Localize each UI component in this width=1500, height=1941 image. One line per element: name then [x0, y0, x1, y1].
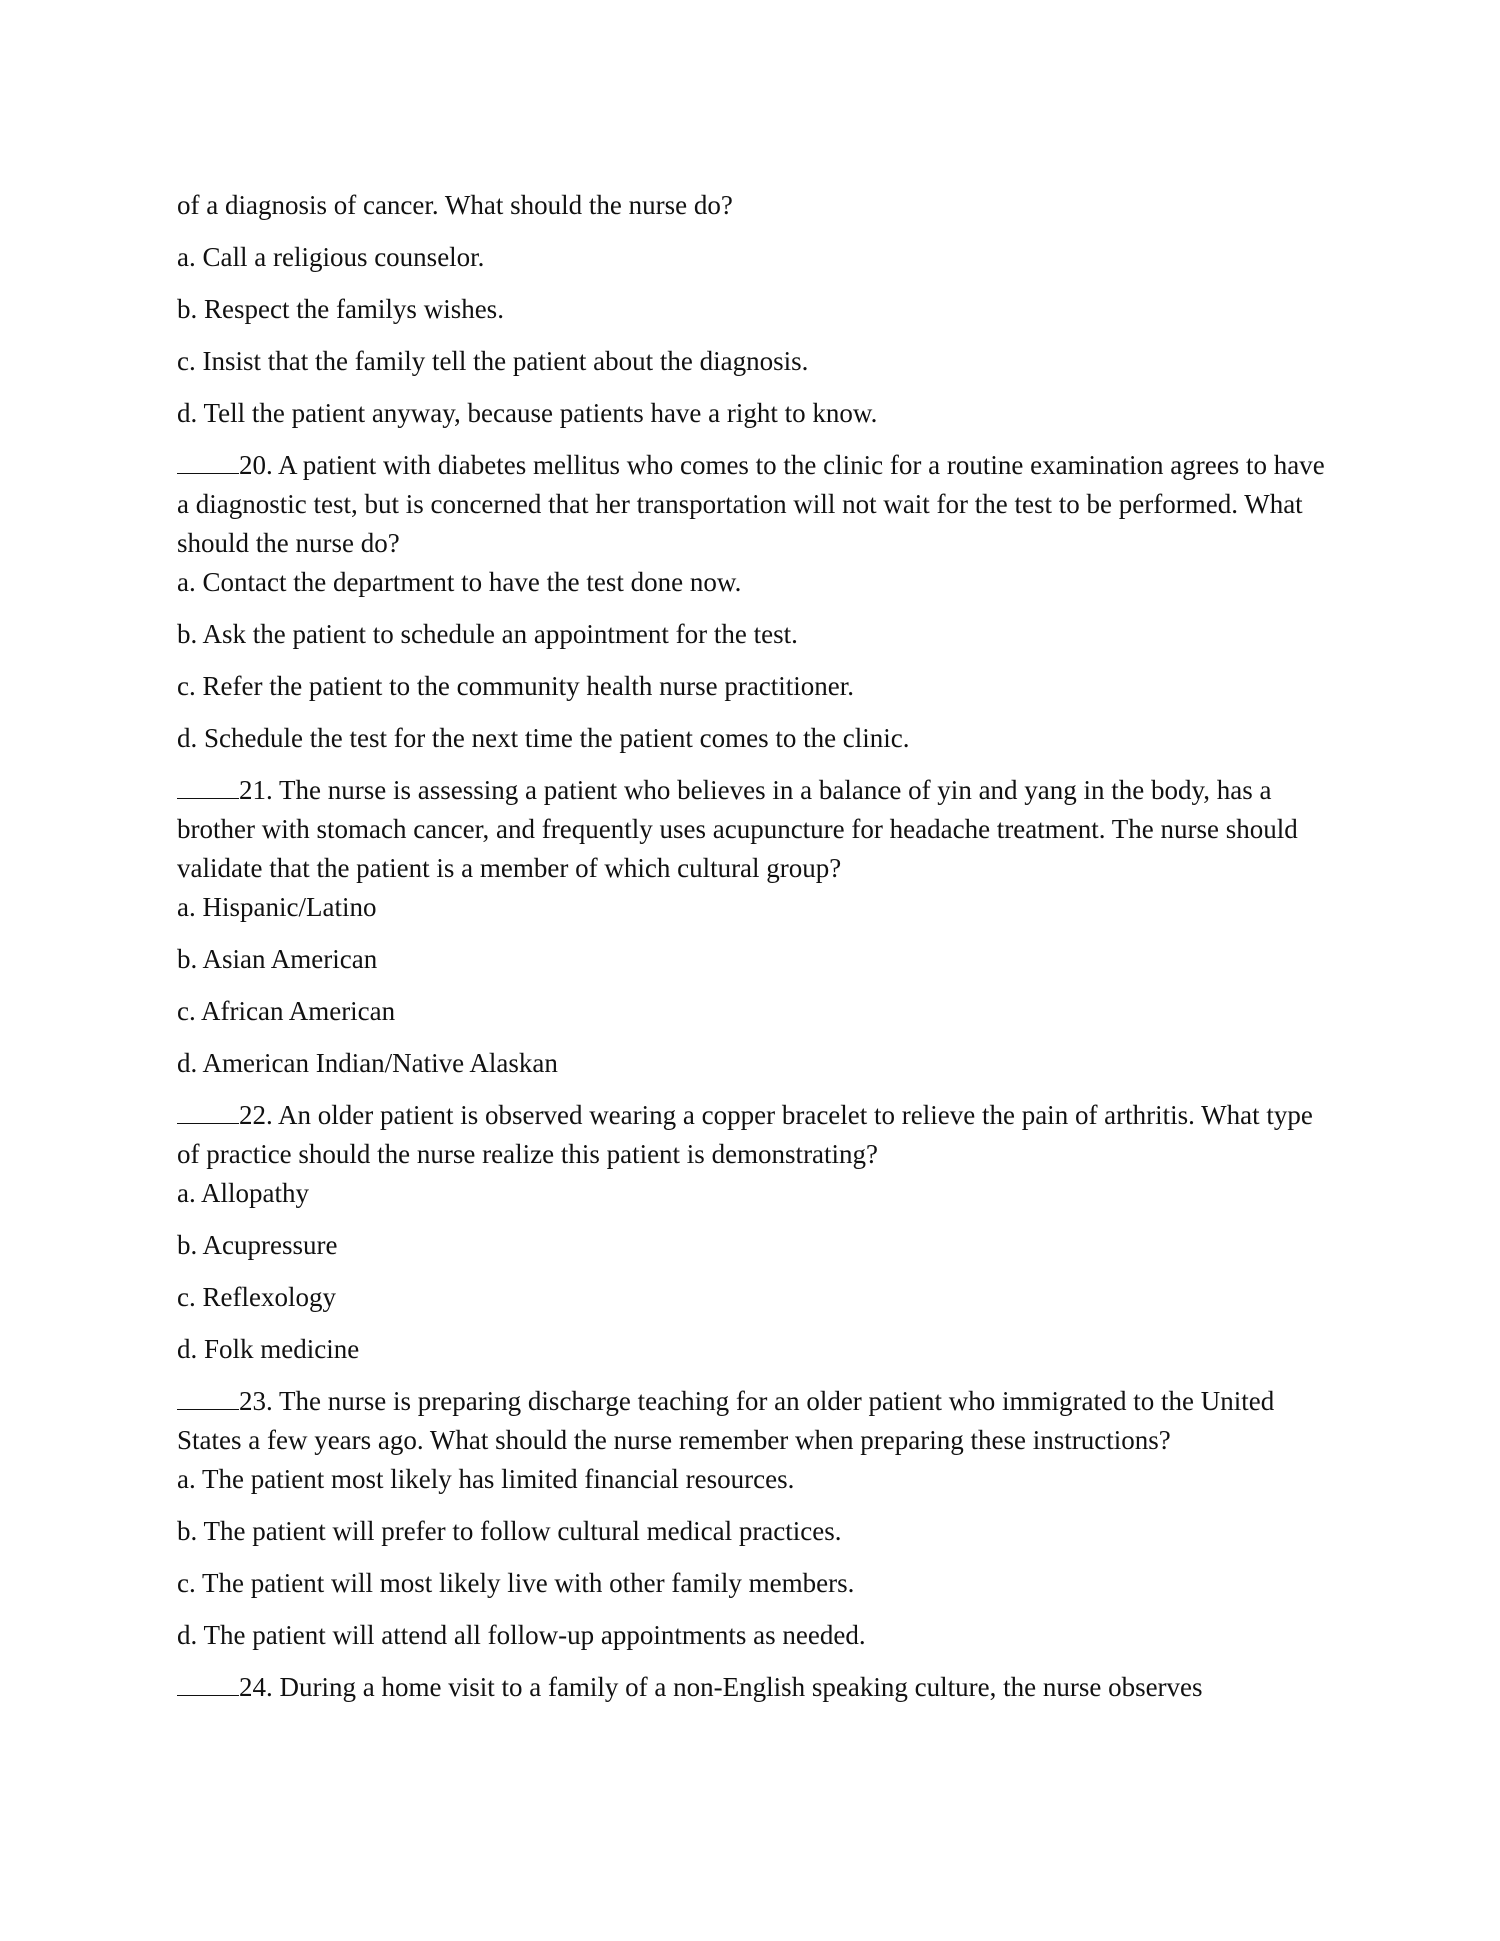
- question-22-stem: An older patient is observed wearing a copper bracelet to relieve the pain of arthritis. What type of practice should the nurse realize this patient is demonstrating?: [177, 1100, 1313, 1169]
- question-19-stem-tail: of a diagnosis of cancer. What should the nurse do?: [177, 190, 733, 220]
- answer-blank[interactable]: [177, 451, 239, 474]
- question-22-option-c: c. Reflexology: [177, 1282, 336, 1312]
- question-24-stem: During a home visit to a family of a non-English speaking culture, the nurse observes: [279, 1672, 1203, 1702]
- question-20-option-d: d. Schedule the test for the next time the patient comes to the clinic.: [177, 723, 910, 753]
- question-19-option-a: a. Call a religious counselor.: [177, 242, 485, 272]
- question-24-stem-block: [177, 1668, 1327, 1707]
- answer-blank[interactable]: [177, 776, 239, 799]
- question-23-number: 23.: [239, 1386, 273, 1416]
- page-content: [177, 186, 1327, 1707]
- question-21-number: 21.: [239, 775, 273, 805]
- question-21-option-a: a. Hispanic/Latino: [177, 892, 377, 922]
- question-21-option-b: b. Asian American: [177, 944, 378, 974]
- question-22-option-a: a. Allopathy: [177, 1178, 309, 1208]
- question-23-option-d: d. The patient will attend all follow-up appointments as needed.: [177, 1620, 866, 1650]
- question-23-option-a: a. The patient most likely has limited financial resources.: [177, 1464, 795, 1494]
- question-20-option-a: a. Contact the department to have the test done now.: [177, 567, 742, 597]
- question-20: [177, 446, 1327, 758]
- question-22-option-b: b. Acupressure: [177, 1230, 338, 1260]
- question-24-number: 24.: [239, 1672, 273, 1702]
- question-22: [177, 1096, 1327, 1369]
- question-21-option-d: d. American Indian/Native Alaskan: [177, 1048, 558, 1078]
- answer-blank[interactable]: [177, 1387, 239, 1410]
- question-21-stem: The nurse is assessing a patient who believes in a balance of yin and yang in the body, has a brother with stomach cancer, and frequently uses acupuncture for headache treatment. The nurse should validate that the patient is a member of which cultural group?: [177, 775, 1298, 883]
- question-21-option-c: c. African American: [177, 996, 396, 1026]
- question-20-option-b: b. Ask the patient to schedule an appointment for the test.: [177, 619, 798, 649]
- question-19-option-d: d. Tell the patient anyway, because patients have a right to know.: [177, 398, 878, 428]
- question-23-stem: The nurse is preparing discharge teaching for an older patient who immigrated to the United States a few years ago. What should the nurse remember when preparing these instructions?: [177, 1386, 1275, 1455]
- question-19-option-b: b. Respect the familys wishes.: [177, 294, 504, 324]
- question-20-stem-block: [177, 446, 1327, 563]
- question-22-option-d: d. Folk medicine: [177, 1334, 360, 1364]
- question-22-number: 22.: [239, 1100, 273, 1130]
- question-23-option-c: c. The patient will most likely live with other family members.: [177, 1568, 855, 1598]
- question-20-number: 20.: [239, 450, 273, 480]
- question-23: [177, 1382, 1327, 1655]
- question-24: [177, 1668, 1327, 1707]
- question-21-stem-block: [177, 771, 1327, 888]
- question-21: [177, 771, 1327, 1083]
- answer-blank[interactable]: [177, 1673, 239, 1696]
- question-19: [177, 186, 1327, 433]
- question-20-stem: A patient with diabetes mellitus who comes to the clinic for a routine examination agrees to have a diagnostic test, but is concerned that her transportation will not wait for the test to be performed. What should the nurse do?: [177, 450, 1325, 558]
- question-19-option-c: c. Insist that the family tell the patient about the diagnosis.: [177, 346, 809, 376]
- question-20-option-c: c. Refer the patient to the community health nurse practitioner.: [177, 671, 855, 701]
- question-23-option-b: b. The patient will prefer to follow cultural medical practices.: [177, 1516, 842, 1546]
- question-23-stem-block: [177, 1382, 1287, 1460]
- answer-blank[interactable]: [177, 1101, 239, 1124]
- question-22-stem-block: [177, 1096, 1327, 1174]
